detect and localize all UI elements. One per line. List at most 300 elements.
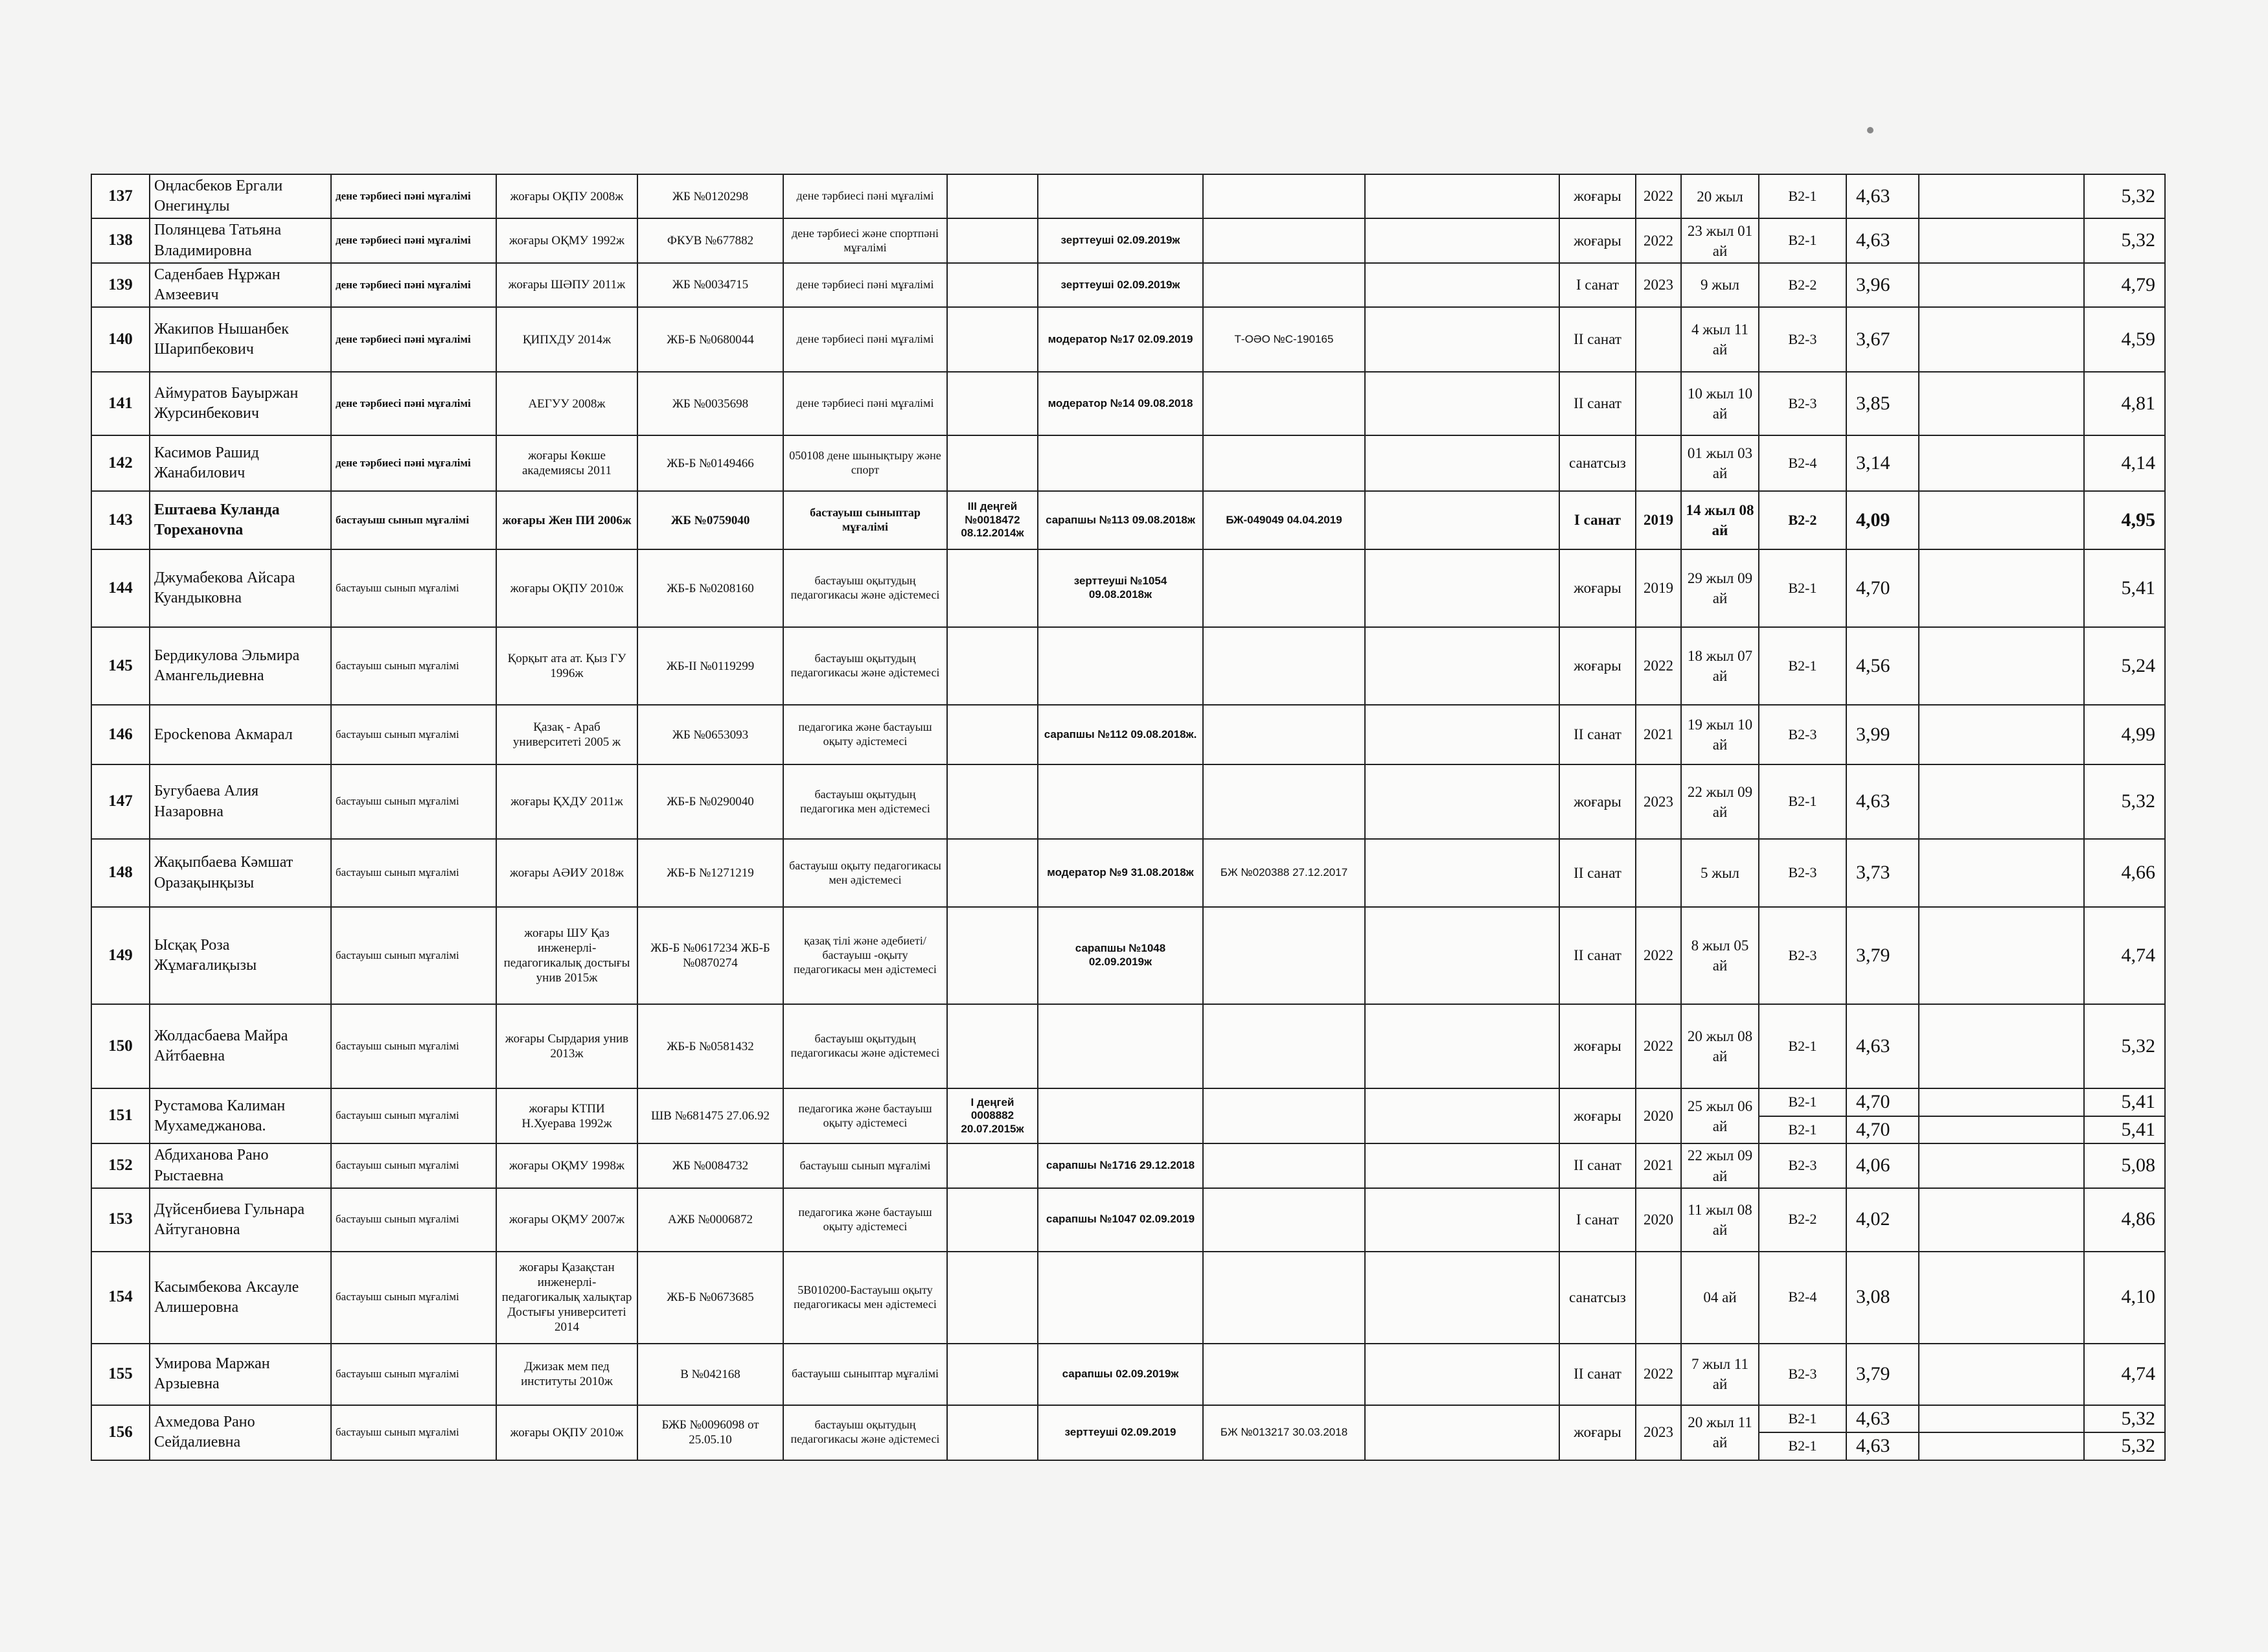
cell-subject: бастауыш сынып мұғалімі (331, 627, 496, 705)
cell-grade2: В2-1 (1759, 1432, 1846, 1460)
cell-name: Джумабекова Айсара Куандыковна (150, 549, 331, 627)
cell-specialty: дене тәрбиесі және спортпәні мұғалімі (783, 218, 947, 262)
cell-empty (1919, 1004, 2084, 1088)
cell-cert (1203, 1344, 1365, 1405)
cell-specialty: бастауыш сыныптар мұғалімі (783, 491, 947, 549)
cell-empty (1365, 1088, 1559, 1143)
cell-role: зерттеуші 02.09.2019 (1038, 1405, 1203, 1460)
cell-degree (947, 907, 1038, 1004)
cell-specialty: дене тәрбиесі пәні мұғалімі (783, 372, 947, 435)
cell-degree (947, 839, 1038, 907)
cell-empty (1365, 1188, 1559, 1252)
cell-year: 2020 (1636, 1088, 1681, 1143)
cell-grade: В2-4 (1759, 1252, 1846, 1344)
cell-empty (1919, 705, 2084, 764)
cell-category: ІІ санат (1559, 1344, 1636, 1405)
cell-name: Бугубаева Алия Назаровна (150, 764, 331, 839)
cell-role: сарапшы №1048 02.09.2019ж (1038, 907, 1203, 1004)
cell-year: 2022 (1636, 1344, 1681, 1405)
cell-grade: В2-3 (1759, 705, 1846, 764)
cell-grade: В2-1 (1759, 174, 1846, 218)
cell-experience: 5 жыл (1681, 839, 1759, 907)
cell-grade: В2-1 (1759, 627, 1846, 705)
cell-subject: бастауыш сынып мұғалімі (331, 549, 496, 627)
cell-empty (1365, 549, 1559, 627)
cell-name: Аймуратов Бауыржан Журсинбекович (150, 372, 331, 435)
table-row (91, 435, 2165, 491)
cell-v1: 4,63 (1846, 1405, 1919, 1433)
cell-v1: 4,70 (1846, 549, 1919, 627)
cell-name: Умирова Маржан Арзыевна (150, 1344, 331, 1405)
cell-cert (1203, 705, 1365, 764)
cell-diploma: ЖБ-Б №0680044 (637, 307, 783, 372)
cell-role (1038, 627, 1203, 705)
cell-specialty: 5В010200-Бастауыш оқыту педагогикасы мен әдістемесі (783, 1252, 947, 1344)
cell-education: жоғары ОҚМУ 2007ж (496, 1188, 637, 1252)
cell-no: 144 (91, 549, 150, 627)
table-row (91, 549, 2165, 627)
cell-no: 145 (91, 627, 150, 705)
cell-v2: 4,99 (2084, 705, 2165, 764)
cell-empty (1365, 1004, 1559, 1088)
cell-v2: 5,32 (2084, 174, 2165, 218)
cell-specialty: дене тәрбиесі пәні мұғалімі (783, 307, 947, 372)
cell-education: жоғары Қазақстан инженерлі-педагогикалық халықтар Достығы университеті 2014 (496, 1252, 637, 1344)
cell-v2: 4,86 (2084, 1188, 2165, 1252)
cell-specialty: педагогика және бастауыш оқыту әдістемесі (783, 1188, 947, 1252)
cell-empty (1365, 907, 1559, 1004)
cell-education: жоғары ОҚПУ 2010ж (496, 549, 637, 627)
table-row (91, 907, 2165, 1004)
cell-role: сарапшы №112 09.08.2018ж. (1038, 705, 1203, 764)
cell-name: Жолдасбаева Майра Айтбаевна (150, 1004, 331, 1088)
cell-specialty: бастауыш оқытудың педагогикасы және әдістемесі (783, 1004, 947, 1088)
cell-year: 2021 (1636, 1143, 1681, 1187)
cell-name: Ахмедова Рано Сейдалиевна (150, 1405, 331, 1460)
cell-experience: 11 жыл 08 ай (1681, 1188, 1759, 1252)
cell-year: 2019 (1636, 491, 1681, 549)
cell-empty (1919, 218, 2084, 262)
cell-year: 2023 (1636, 1405, 1681, 1460)
cell-category: жоғары (1559, 549, 1636, 627)
cell-grade: В2-2 (1759, 491, 1846, 549)
cell-role: сарапшы 02.09.2019ж (1038, 1344, 1203, 1405)
cell-education: жоғары ОҚМУ 1998ж (496, 1143, 637, 1187)
cell-diploma: ЖБ-ІІ №0119299 (637, 627, 783, 705)
cell-category: жоғары (1559, 1004, 1636, 1088)
cell-role: зерттеуші №1054 09.08.2018ж (1038, 549, 1203, 627)
cell-specialty: педагогика және бастауыш оқыту әдістемесі (783, 705, 947, 764)
cell-experience: 7 жыл 11 ай (1681, 1344, 1759, 1405)
cell-degree (947, 218, 1038, 262)
cell-v1b: 4,70 (1846, 1116, 1919, 1144)
cell-grade: В2-3 (1759, 907, 1846, 1004)
cell-diploma: ФКУВ №677882 (637, 218, 783, 262)
cell-cert (1203, 1188, 1365, 1252)
cell-diploma: ЖБ №0759040 (637, 491, 783, 549)
cell-empty (1919, 627, 2084, 705)
cell-v2: 4,10 (2084, 1252, 2165, 1344)
cell-v2: 5,32 (2084, 1405, 2165, 1433)
cell-specialty: дене тәрбиесі пәні мұғалімі (783, 263, 947, 307)
cell-role (1038, 764, 1203, 839)
cell-v1: 3,08 (1846, 1252, 1919, 1344)
cell-grade: В2-3 (1759, 372, 1846, 435)
cell-subject: дене тәрбиесі пәні мұғалімі (331, 174, 496, 218)
table-row (91, 764, 2165, 839)
cell-degree (947, 1405, 1038, 1460)
cell-year (1636, 1252, 1681, 1344)
cell-diploma: ШВ №681475 27.06.92 (637, 1088, 783, 1143)
cell-degree (947, 307, 1038, 372)
table-row (91, 1188, 2165, 1252)
cell-empty (1919, 907, 2084, 1004)
cell-education: жоғары Жен ПИ 2006ж (496, 491, 637, 549)
cell-category: жоғары (1559, 174, 1636, 218)
cell-grade: В2-1 (1759, 218, 1846, 262)
cell-year (1636, 435, 1681, 491)
cell-specialty: бастауыш оқытудың педагогикасы және әдістемесі (783, 627, 947, 705)
cell-v2: 4,74 (2084, 907, 2165, 1004)
cell-name: Жақыпбаева Кәмшат Оразақынқызы (150, 839, 331, 907)
cell-year: 2023 (1636, 263, 1681, 307)
cell-diploma: ЖБ-Б №0290040 (637, 764, 783, 839)
cell-specialty: бастауыш сынып мұғалімі (783, 1143, 947, 1187)
cell-name: Абдиханова Рано Рыстаевна (150, 1143, 331, 1187)
cell-empty (1365, 764, 1559, 839)
cell-diploma: ЖБ-Б №0208160 (637, 549, 783, 627)
cell-diploma: ЖБ №0034715 (637, 263, 783, 307)
cell-cert (1203, 627, 1365, 705)
cell-year: 2019 (1636, 549, 1681, 627)
cell-name: Ештаева Куланда Тореханоvna (150, 491, 331, 549)
cell-name: Оңласбеков Ергали Онегинұлы (150, 174, 331, 218)
cell-empty (1919, 1405, 2084, 1433)
cell-no: 141 (91, 372, 150, 435)
table-row (91, 1088, 2165, 1116)
cell-empty (1365, 307, 1559, 372)
cell-v1: 4,06 (1846, 1143, 1919, 1187)
cell-year: 2021 (1636, 705, 1681, 764)
cell-v1: 4,63 (1846, 764, 1919, 839)
cell-diploma: ЖБ-Б №0149466 (637, 435, 783, 491)
cell-v1: 3,73 (1846, 839, 1919, 907)
cell-diploma: ЖБ №0084732 (637, 1143, 783, 1187)
table-row (91, 1143, 2165, 1187)
cell-category: жоғары (1559, 764, 1636, 839)
cell-v1: 4,56 (1846, 627, 1919, 705)
cell-specialty: бастауыш оқытудың педагогикасы және әдістемесі (783, 549, 947, 627)
cell-year (1636, 372, 1681, 435)
cell-specialty: дене тәрбиесі пәні мұғалімі (783, 174, 947, 218)
cell-v2b: 5,32 (2084, 1432, 2165, 1460)
cell-degree (947, 1344, 1038, 1405)
cell-v2: 5,24 (2084, 627, 2165, 705)
cell-v2: 4,66 (2084, 839, 2165, 907)
cell-diploma: БЖБ №0096098 от 25.05.10 (637, 1405, 783, 1460)
cell-experience: 9 жыл (1681, 263, 1759, 307)
cell-diploma: ЖБ №0035698 (637, 372, 783, 435)
cell-education: Қорқыт ата ат. Қыз ГУ 1996ж (496, 627, 637, 705)
cell-grade: В2-3 (1759, 1344, 1846, 1405)
cell-grade: В2-3 (1759, 839, 1846, 907)
cell-no: 155 (91, 1344, 150, 1405)
cell-subject: бастауыш сынып мұғалімі (331, 705, 496, 764)
cell-no: 152 (91, 1143, 150, 1187)
cell-category: І санат (1559, 1188, 1636, 1252)
cell-year: 2022 (1636, 174, 1681, 218)
cell-no: 156 (91, 1405, 150, 1460)
cell-subject: дене тәрбиесі пәні мұғалімі (331, 372, 496, 435)
cell-experience: 8 жыл 05 ай (1681, 907, 1759, 1004)
cell-subject: дене тәрбиесі пәні мұғалімі (331, 307, 496, 372)
cell-diploma: ЖБ №0120298 (637, 174, 783, 218)
cell-empty (1919, 1432, 2084, 1460)
cell-grade2: В2-1 (1759, 1116, 1846, 1144)
cell-empty (1919, 307, 2084, 372)
cell-no: 137 (91, 174, 150, 218)
cell-cert: БЖ №013217 30.03.2018 (1203, 1405, 1365, 1460)
cell-empty (1365, 1405, 1559, 1460)
teacher-table-sheet (91, 174, 2166, 1461)
cell-experience: 04 ай (1681, 1252, 1759, 1344)
cell-degree (947, 1188, 1038, 1252)
cell-degree (947, 764, 1038, 839)
cell-role: сарапшы №1716 29.12.2018 (1038, 1143, 1203, 1187)
cell-subject: бастауыш сынып мұғалімі (331, 1405, 496, 1460)
cell-education: жоғары ОҚПУ 2010ж (496, 1405, 637, 1460)
cell-degree (947, 372, 1038, 435)
table-row (91, 372, 2165, 435)
cell-category: ІІ санат (1559, 839, 1636, 907)
cell-category: санатсыз (1559, 435, 1636, 491)
cell-empty (1919, 1252, 2084, 1344)
cell-no: 138 (91, 218, 150, 262)
cell-cert: БЖ-049049 04.04.2019 (1203, 491, 1365, 549)
cell-empty (1365, 372, 1559, 435)
cell-cert (1203, 549, 1365, 627)
cell-specialty: қазақ тілі және әдебиеті/ бастауыш -оқыту педагогикасы мен әдістемесі (783, 907, 947, 1004)
cell-empty (1365, 1252, 1559, 1344)
cell-grade: В2-1 (1759, 1088, 1846, 1116)
cell-degree (947, 1143, 1038, 1187)
cell-cert (1203, 174, 1365, 218)
table-row (91, 1405, 2165, 1433)
cell-subject: дене тәрбиесі пәні мұғалімі (331, 218, 496, 262)
cell-v2: 4,95 (2084, 491, 2165, 549)
table-row (91, 263, 2165, 307)
cell-experience: 10 жыл 10 ай (1681, 372, 1759, 435)
cell-category: ІІ санат (1559, 907, 1636, 1004)
cell-experience: 18 жыл 07 ай (1681, 627, 1759, 705)
cell-grade: В2-3 (1759, 307, 1846, 372)
cell-category: жоғары (1559, 1088, 1636, 1143)
cell-v1: 3,79 (1846, 907, 1919, 1004)
cell-empty (1365, 174, 1559, 218)
cell-v2: 5,32 (2084, 218, 2165, 262)
cell-empty (1365, 263, 1559, 307)
cell-no: 142 (91, 435, 150, 491)
cell-cert (1203, 1143, 1365, 1187)
cell-cert: БЖ №020388 27.12.2017 (1203, 839, 1365, 907)
cell-category: ІІ санат (1559, 1143, 1636, 1187)
cell-year: 2022 (1636, 1004, 1681, 1088)
cell-subject: бастауыш сынып мұғалімі (331, 1143, 496, 1187)
cell-experience: 22 жыл 09 ай (1681, 764, 1759, 839)
cell-subject: бастауыш сынып мұғалімі (331, 839, 496, 907)
cell-degree (947, 627, 1038, 705)
cell-specialty: бастауыш оқытудың педагогика мен әдістемесі (783, 764, 947, 839)
cell-cert (1203, 218, 1365, 262)
cell-grade: В2-4 (1759, 435, 1846, 491)
cell-v2: 4,81 (2084, 372, 2165, 435)
table-row (91, 839, 2165, 907)
cell-degree (947, 705, 1038, 764)
cell-degree (947, 549, 1038, 627)
cell-education: жоғары ШУ Қаз инженерлі-педагогикалық достығы унив 2015ж (496, 907, 637, 1004)
cell-education: жоғары ОҚМУ 1992ж (496, 218, 637, 262)
cell-v1: 3,79 (1846, 1344, 1919, 1405)
cell-v2: 4,79 (2084, 263, 2165, 307)
cell-empty (1365, 705, 1559, 764)
cell-subject: бастауыш сынып мұғалімі (331, 907, 496, 1004)
cell-subject: бастауыш сынып мұғалімі (331, 1252, 496, 1344)
cell-no: 154 (91, 1252, 150, 1344)
cell-no: 149 (91, 907, 150, 1004)
cell-empty (1919, 1188, 2084, 1252)
cell-name: Полянцева Татьяна Владимировна (150, 218, 331, 262)
cell-name: Касымбекова Аксауле Алишеровна (150, 1252, 331, 1344)
cell-empty (1919, 491, 2084, 549)
cell-v2b: 5,41 (2084, 1116, 2165, 1144)
cell-diploma: В №042168 (637, 1344, 783, 1405)
cell-year: 2020 (1636, 1188, 1681, 1252)
cell-specialty: бастауыш оқытудың педагогикасы және әдістемесі (783, 1405, 947, 1460)
table-row (91, 307, 2165, 372)
cell-empty (1365, 627, 1559, 705)
cell-experience: 01 жыл 03 ай (1681, 435, 1759, 491)
cell-experience: 22 жыл 09 ай (1681, 1143, 1759, 1187)
cell-diploma: ЖБ-Б №0581432 (637, 1004, 783, 1088)
cell-v2: 5,08 (2084, 1143, 2165, 1187)
cell-experience: 20 жыл 08 ай (1681, 1004, 1759, 1088)
cell-year (1636, 839, 1681, 907)
cell-v1: 4,09 (1846, 491, 1919, 549)
cell-cert: Т-ОӘО №С-190165 (1203, 307, 1365, 372)
cell-experience: 19 жыл 10 ай (1681, 705, 1759, 764)
cell-v1: 3,67 (1846, 307, 1919, 372)
cell-cert (1203, 435, 1365, 491)
cell-category: ІІ санат (1559, 705, 1636, 764)
cell-grade: В2-1 (1759, 1405, 1846, 1433)
table-row (91, 174, 2165, 218)
cell-name: Ысқақ Роза Жұмағалиқызы (150, 907, 331, 1004)
cell-subject: дене тәрбиесі пәні мұғалімі (331, 263, 496, 307)
cell-experience: 25 жыл 06 ай (1681, 1088, 1759, 1143)
table-row (91, 1344, 2165, 1405)
cell-v1: 4,70 (1846, 1088, 1919, 1116)
cell-cert (1203, 764, 1365, 839)
cell-year (1636, 307, 1681, 372)
cell-v1: 3,14 (1846, 435, 1919, 491)
cell-year: 2022 (1636, 627, 1681, 705)
cell-v1: 4,63 (1846, 174, 1919, 218)
table-row (91, 627, 2165, 705)
cell-v1b: 4,63 (1846, 1432, 1919, 1460)
cell-grade: В2-1 (1759, 1004, 1846, 1088)
cell-role: сарапшы №113 09.08.2018ж (1038, 491, 1203, 549)
cell-role (1038, 1252, 1203, 1344)
cell-grade: В2-1 (1759, 764, 1846, 839)
cell-subject: бастауыш сынып мұғалімі (331, 1088, 496, 1143)
cell-name: Дүйсенбиева Гульнара Айтугановна (150, 1188, 331, 1252)
cell-role (1038, 435, 1203, 491)
cell-empty (1919, 1344, 2084, 1405)
cell-grade: В2-3 (1759, 1143, 1846, 1187)
cell-no: 147 (91, 764, 150, 839)
cell-empty (1919, 372, 2084, 435)
cell-no: 148 (91, 839, 150, 907)
cell-cert (1203, 907, 1365, 1004)
cell-no: 143 (91, 491, 150, 549)
cell-role: зерттеуші 02.09.2019ж (1038, 263, 1203, 307)
cell-v1: 3,85 (1846, 372, 1919, 435)
cell-role (1038, 1004, 1203, 1088)
cell-degree (947, 1004, 1038, 1088)
cell-education: ҚИПХДУ 2014ж (496, 307, 637, 372)
cell-v2: 5,41 (2084, 1088, 2165, 1116)
cell-role: модератор №17 02.09.2019 (1038, 307, 1203, 372)
cell-diploma: ЖБ-Б №0673685 (637, 1252, 783, 1344)
cell-experience: 23 жыл 01 ай (1681, 218, 1759, 262)
cell-no: 153 (91, 1188, 150, 1252)
cell-degree: І деңгей 0008882 20.07.2015ж (947, 1088, 1038, 1143)
cell-role (1038, 174, 1203, 218)
cell-subject: бастауыш сынып мұғалімі (331, 491, 496, 549)
cell-degree (947, 435, 1038, 491)
cell-education: жоғары Көкше академиясы 2011 (496, 435, 637, 491)
cell-diploma: ЖБ-Б №0617234 ЖБ-Б №0870274 (637, 907, 783, 1004)
cell-subject: бастауыш сынып мұғалімі (331, 1004, 496, 1088)
cell-v1: 4,63 (1846, 1004, 1919, 1088)
cell-role (1038, 1088, 1203, 1143)
cell-no: 151 (91, 1088, 150, 1143)
cell-v2: 4,59 (2084, 307, 2165, 372)
cell-name: Рустамова Калиман Мухамеджанова. (150, 1088, 331, 1143)
cell-degree (947, 174, 1038, 218)
cell-v2: 5,32 (2084, 1004, 2165, 1088)
cell-v2: 5,41 (2084, 549, 2165, 627)
cell-empty (1365, 1344, 1559, 1405)
cell-category: жоғары (1559, 1405, 1636, 1460)
cell-name: Касимов Рашид Жанабилович (150, 435, 331, 491)
cell-specialty: 050108 дене шынықтыру және спорт (783, 435, 947, 491)
cell-empty (1365, 218, 1559, 262)
cell-specialty: бастауыш сыныптар мұғалімі (783, 1344, 947, 1405)
cell-name: Жакипов Нышанбек Шарипбекович (150, 307, 331, 372)
cell-education: АЕГУУ 2008ж (496, 372, 637, 435)
cell-year: 2023 (1636, 764, 1681, 839)
cell-experience: 4 жыл 11 ай (1681, 307, 1759, 372)
table-row (91, 218, 2165, 262)
cell-specialty: бастауыш оқыту педагогикасы мен әдістемесі (783, 839, 947, 907)
cell-education: жоғары Сырдария унив 2013ж (496, 1004, 637, 1088)
cell-grade: В2-2 (1759, 263, 1846, 307)
cell-subject: бастауыш сынып мұғалімі (331, 1344, 496, 1405)
cell-name: Бердикулова Эльмира Амангельдиевна (150, 627, 331, 705)
cell-education: жоғары ШӘПУ 2011ж (496, 263, 637, 307)
cell-experience: 20 жыл 11 ай (1681, 1405, 1759, 1460)
